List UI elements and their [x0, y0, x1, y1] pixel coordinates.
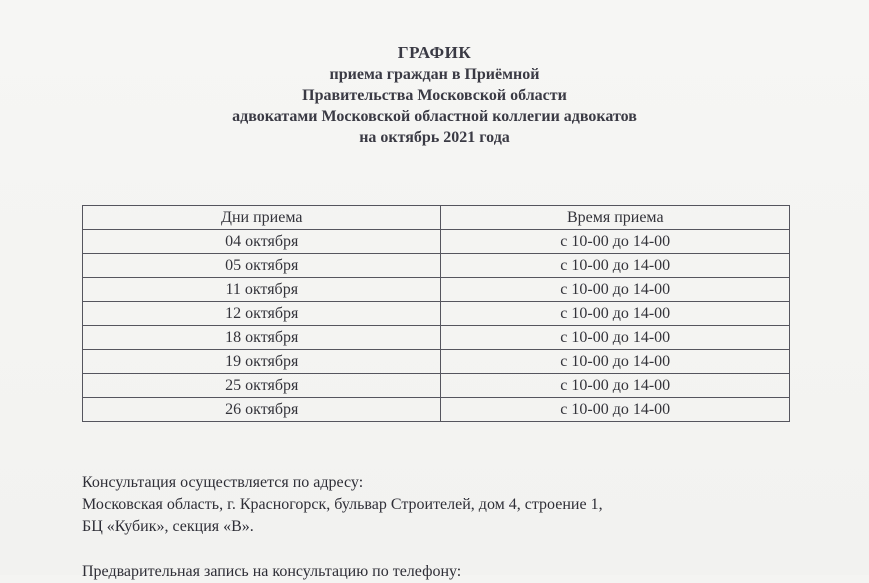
table-header-row	[83, 206, 790, 230]
cell-day: 11 октября	[83, 278, 441, 302]
cell-day: 25 октября	[83, 374, 441, 398]
address-line: Московская область, г. Красногорск, бульвар Строителей, дом 4, строение 1,	[82, 496, 603, 513]
table-row	[83, 230, 790, 254]
document-header	[0, 42, 869, 148]
cell-time: с 10-00 до 14-00	[441, 326, 790, 350]
cell-time: с 10-00 до 14-00	[441, 230, 790, 254]
column-header-time: Время приема	[441, 206, 790, 230]
cell-day: 05 октября	[83, 254, 441, 278]
cell-day: 04 октября	[83, 230, 441, 254]
schedule-table	[82, 205, 790, 422]
cell-day: 12 октября	[83, 302, 441, 326]
table-row	[83, 374, 790, 398]
cell-time: с 10-00 до 14-00	[441, 302, 790, 326]
header-line-1: приема граждан в Приёмной	[329, 66, 540, 83]
header-line-4: на октябрь 2021 года	[359, 129, 510, 146]
preregistration-text: Предварительная запись на консультацию по телефону:	[82, 563, 462, 580]
cell-day: 26 октября	[83, 398, 441, 422]
cell-time: с 10-00 до 14-00	[441, 254, 790, 278]
address-building: БЦ «Кубик», секция «В».	[82, 518, 254, 535]
cell-time: с 10-00 до 14-00	[441, 350, 790, 374]
header-line-2: Правительства Московской области	[302, 87, 567, 104]
header-line-3: адвокатами Московской областной коллегии адвокатов	[232, 108, 637, 125]
preregistration-block	[82, 561, 461, 583]
document-title: ГРАФИК	[397, 43, 472, 62]
table-row	[83, 254, 790, 278]
cell-time: с 10-00 до 14-00	[441, 278, 790, 302]
cell-time: с 10-00 до 14-00	[441, 398, 790, 422]
table-row	[83, 302, 790, 326]
table-row	[83, 350, 790, 374]
address-intro: Консультация осуществляется по адресу:	[82, 474, 364, 491]
cell-day: 19 октября	[83, 350, 441, 374]
cell-day: 18 октября	[83, 326, 441, 350]
column-header-days: Дни приема	[83, 206, 441, 230]
cell-time: с 10-00 до 14-00	[441, 374, 790, 398]
table-row	[83, 398, 790, 422]
address-block	[82, 472, 603, 538]
table-row	[83, 278, 790, 302]
table-row	[83, 326, 790, 350]
